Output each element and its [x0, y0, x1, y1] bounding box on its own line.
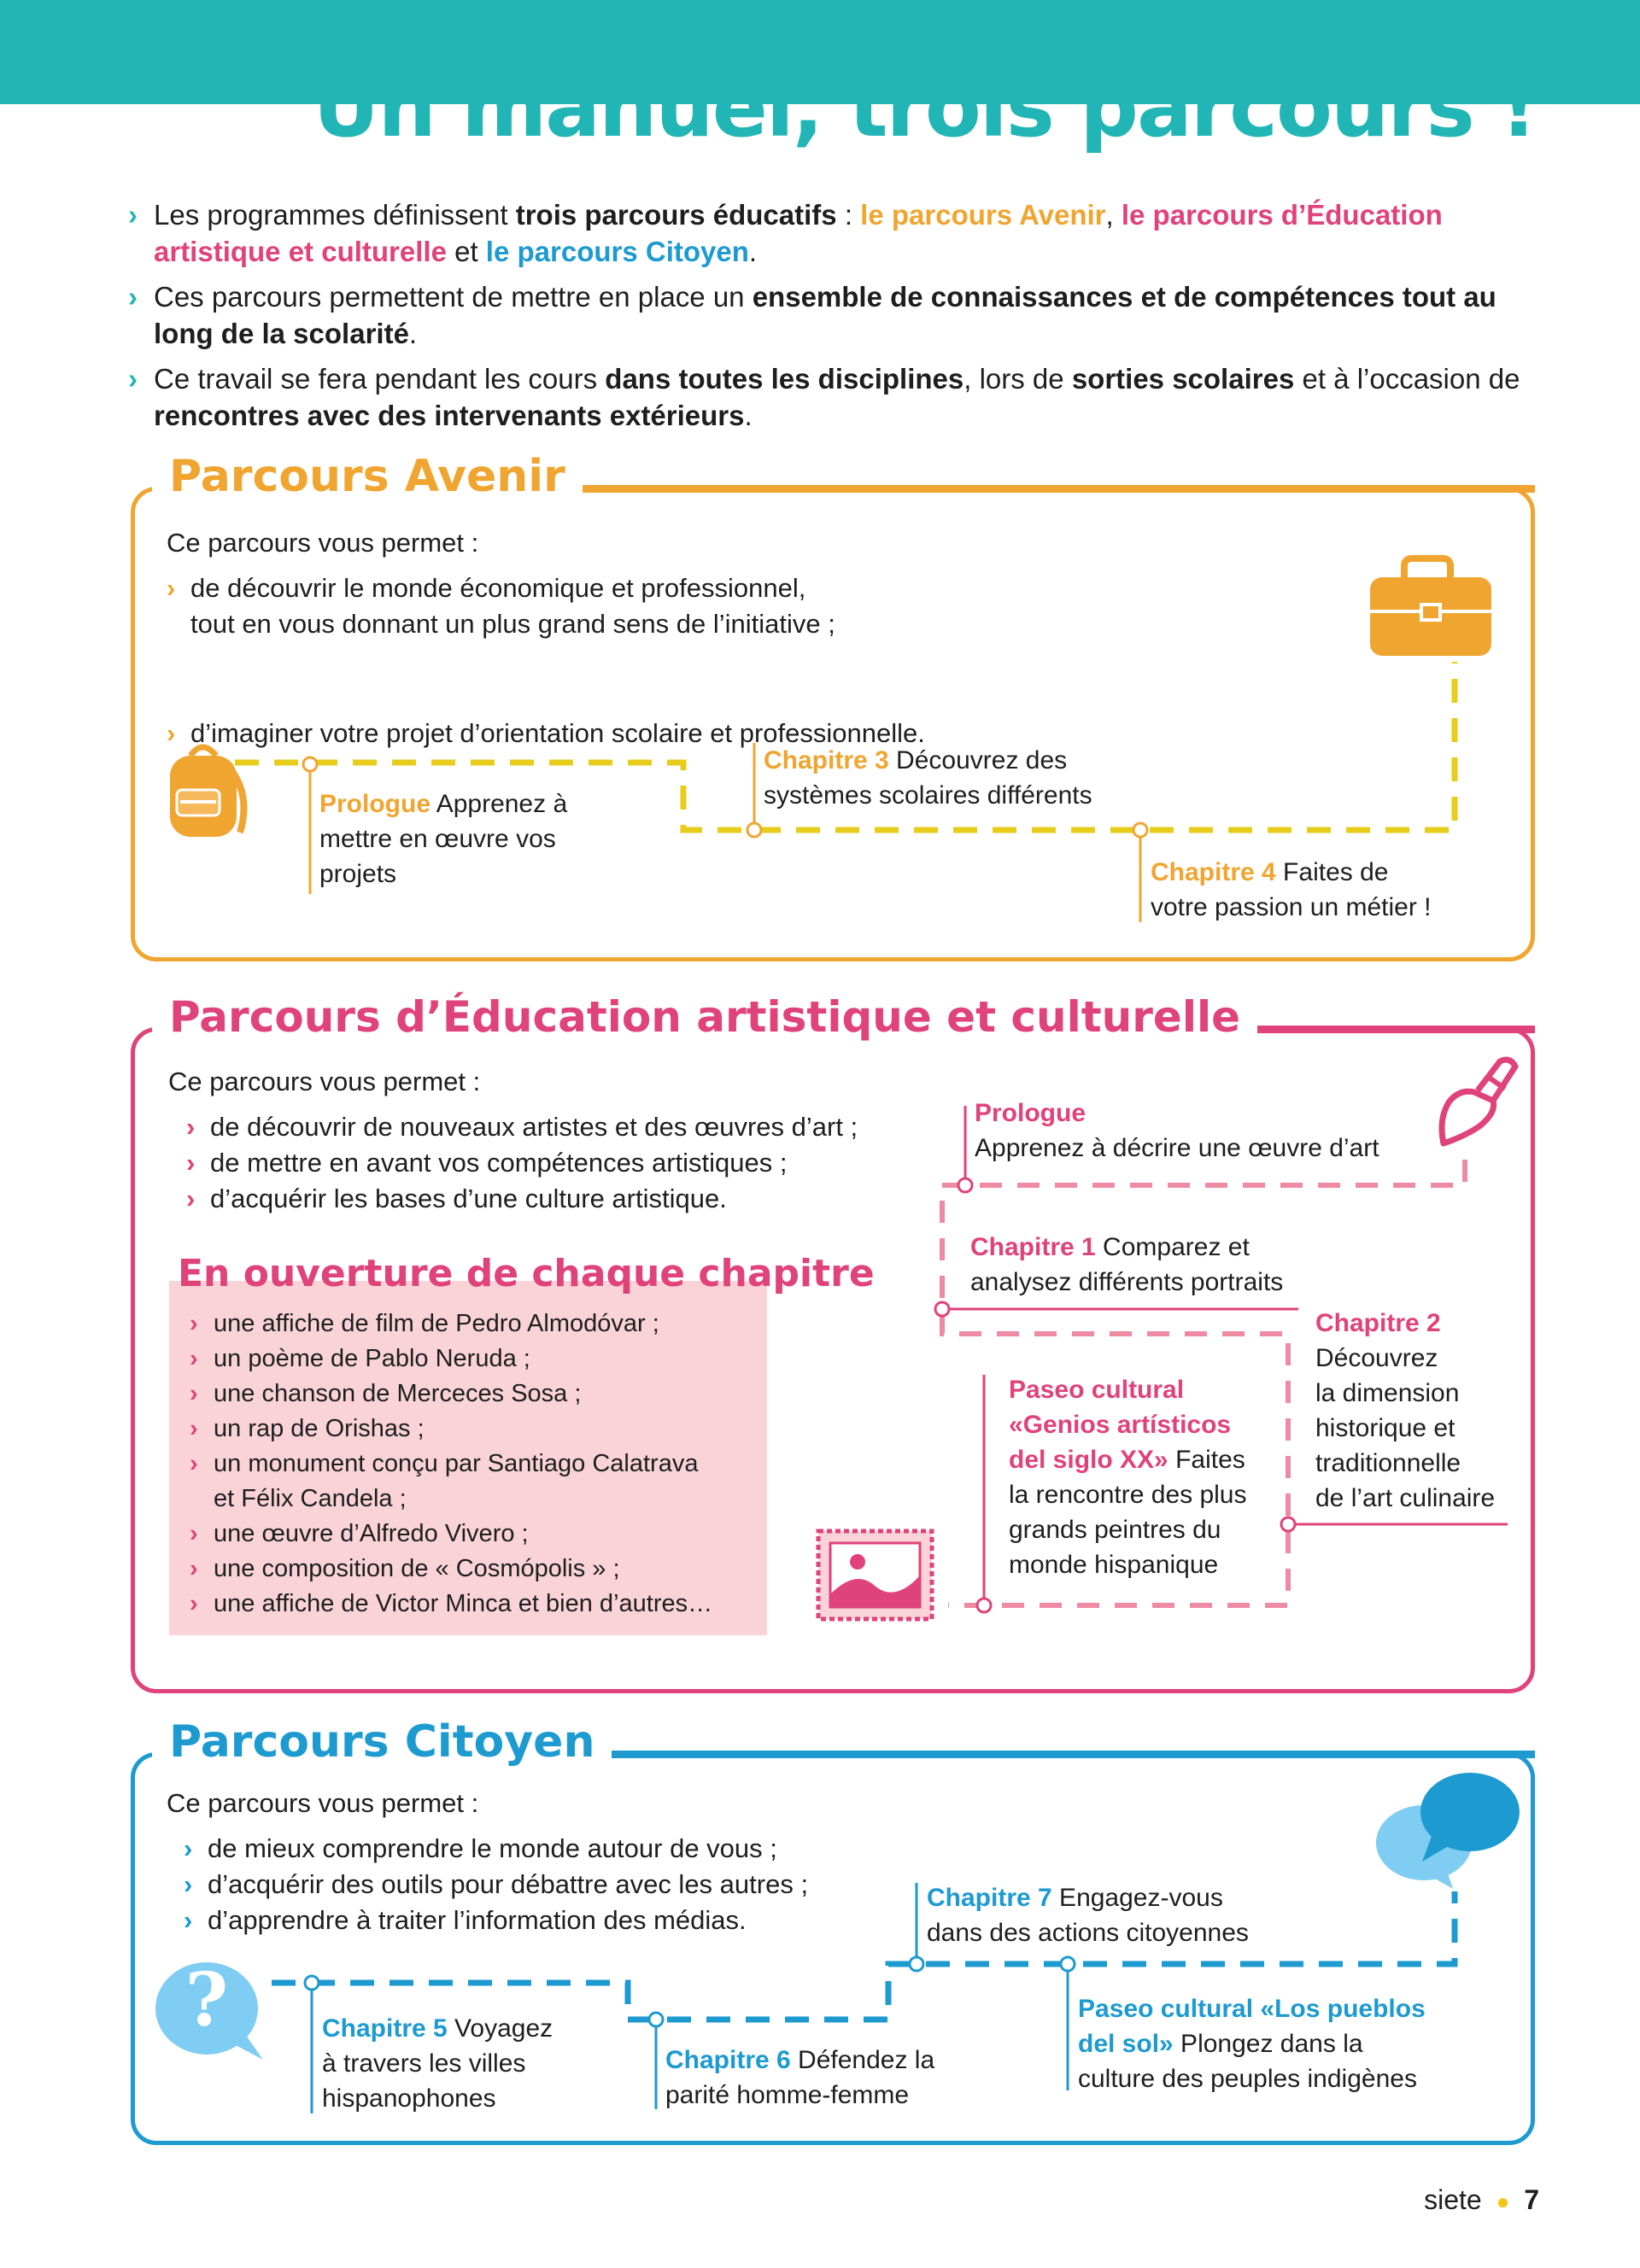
stop-label: del siglo XX»	[1009, 1446, 1168, 1474]
chevron-icon: ›	[190, 1520, 198, 1547]
chevron-icon: ›	[128, 199, 138, 231]
text: culture des peuples indigènes	[1078, 2065, 1417, 2093]
stop-label: Paseo cultural «Los pueblos	[1078, 1995, 1426, 2023]
stop-label: Chapitre 6	[665, 2046, 791, 2074]
text: de découvrir de nouveaux artistes et des œuvres d’art ;	[210, 1112, 858, 1142]
chevron-icon: ›	[190, 1415, 198, 1442]
text: hispanophones	[322, 2084, 496, 2113]
artistique-intro: Ce parcours vous permet :	[168, 1067, 481, 1096]
text: grands peintres du	[1009, 1516, 1221, 1544]
text: Défendez la	[790, 2046, 935, 2074]
stop-label: Chapitre 5	[322, 2014, 448, 2043]
text: Les programmes définissent	[154, 199, 516, 231]
text: monde hispanique	[1009, 1551, 1219, 1579]
text: un poème de Pablo Neruda ;	[214, 1345, 530, 1372]
text: Ces parcours permettent de mettre en place un	[154, 281, 753, 313]
chevron-icon: ›	[190, 1590, 198, 1617]
footer-dot: ●	[1496, 2189, 1510, 2214]
text: d’acquérir les bases d’une culture artistique.	[210, 1184, 727, 1213]
chevron-icon: ›	[184, 1905, 193, 1935]
text: une chanson de Merceces Sosa ;	[214, 1380, 582, 1407]
stop-label: Chapitre 2	[1315, 1309, 1441, 1337]
chevron-icon: ›	[186, 1148, 196, 1178]
citoyen-stop-paseo-cultural	[1078, 1991, 1426, 2096]
text: Voyagez	[447, 2014, 554, 2043]
page-title: Un manuel, trois parcours !	[313, 60, 1536, 155]
text: le parcours Citoyen	[485, 236, 749, 267]
citoyen-stop-chapitre-6	[665, 2043, 934, 2113]
text: d’apprendre à traiter l’information des médias.	[208, 1905, 747, 1935]
question-bubble-icon	[154, 1957, 261, 2064]
text: analysez différents portraits	[970, 1268, 1284, 1296]
citoyen-intro: Ce parcours vous permet :	[167, 1788, 479, 1818]
text: une affiche de Victor Minca et bien d’autres…	[214, 1590, 713, 1617]
text: votre passion un métier !	[1151, 893, 1432, 921]
text: :	[836, 199, 861, 231]
text: d’imaginer votre projet d’orientation scolaire et professionnelle.	[190, 718, 925, 748]
avenir-intro: Ce parcours vous permet :	[167, 528, 479, 558]
page-number: 7	[1524, 2184, 1539, 2215]
chevron-icon: ›	[184, 1833, 193, 1863]
text: .	[408, 318, 418, 349]
chevron-icon: ›	[186, 1184, 196, 1213]
text: à travers les villes	[322, 2049, 526, 2078]
text: , lors de	[964, 363, 1072, 395]
stop-label: Chapitre 4	[1151, 858, 1276, 886]
text: de mettre en avant vos compétences artistiques ;	[210, 1148, 788, 1178]
stop-label: Chapitre 7	[927, 1884, 1052, 1912]
parcours-avenir-title: Parcours Avenir	[152, 454, 583, 499]
chevron-icon: ›	[190, 1380, 198, 1407]
text: un rap de Orishas ;	[214, 1415, 425, 1442]
text: une œuvre d’Alfredo Vivero ;	[214, 1520, 529, 1547]
text: un monument conçu par Santiago Calatrava	[214, 1450, 699, 1477]
citoyen-stop-chapitre-5	[322, 2011, 553, 2116]
text: une affiche de film de Pedro Almodóvar ;	[214, 1310, 659, 1337]
text: de découvrir le monde économique et professionnel,	[190, 573, 806, 603]
text: Découvrez des	[888, 746, 1068, 775]
chevron-icon: ›	[167, 718, 176, 748]
stop-label: Prologue	[319, 790, 431, 818]
text: de l’art culinaire	[1315, 1484, 1496, 1512]
text: et	[446, 236, 486, 267]
footer-word: siete	[1424, 2184, 1482, 2215]
text: Comparez et	[1095, 1233, 1250, 1261]
text: historique et	[1315, 1414, 1456, 1442]
text: mettre en œuvre vos	[319, 825, 556, 853]
stop-label: «Genios artísticos	[1009, 1411, 1232, 1439]
text: .	[748, 236, 758, 267]
text: ,	[1105, 199, 1122, 231]
stop-label: Chapitre 3	[764, 746, 889, 775]
text: projets	[319, 860, 397, 888]
text: .	[744, 400, 753, 431]
text: Apprenez à	[430, 790, 568, 818]
text: Faites de	[1275, 858, 1389, 886]
stop-label: Prologue	[975, 1099, 1086, 1127]
text: Apprenez à décrire une œuvre d’art	[975, 1134, 1379, 1162]
text: et Félix Candela ;	[214, 1485, 407, 1512]
chevron-icon: ›	[167, 573, 176, 603]
text: la rencontre des plus	[1009, 1481, 1247, 1509]
chevron-icon: ›	[190, 1555, 198, 1582]
stop-label: del sol»	[1078, 2030, 1174, 2058]
text: dans toutes les disciplines	[605, 363, 964, 395]
text: le parcours d’Éducation artistique et culturelle	[154, 199, 1443, 267]
chevron-icon: ›	[186, 1112, 196, 1142]
text: une composition de « Cosmópolis » ;	[214, 1555, 620, 1582]
text: dans des actions citoyennes	[927, 1919, 1249, 1947]
stop-label: Chapitre 1	[970, 1233, 1096, 1261]
text: traditionnelle	[1315, 1449, 1461, 1477]
chevron-icon: ›	[128, 281, 138, 313]
chevron-icon: ›	[190, 1345, 198, 1372]
text: sorties scolaires	[1071, 363, 1295, 395]
text: d’acquérir des outils pour débattre avec les autres ;	[208, 1869, 809, 1899]
text: Ce travail se fera pendant les cours	[154, 363, 606, 395]
stop-label: Paseo cultural	[1009, 1376, 1185, 1404]
text: Plongez dans la	[1173, 2030, 1363, 2058]
chevron-icon: ›	[190, 1310, 198, 1337]
text: la dimension	[1315, 1379, 1460, 1407]
citoyen-stop-chapitre-7	[927, 1880, 1249, 1950]
text: parité homme-femme	[665, 2081, 910, 2109]
question-mark: ?	[184, 1957, 229, 2043]
text: ensemble de connaissances et de compétences tout au long de la scolarité	[154, 281, 1496, 349]
text: Découvrez	[1315, 1344, 1438, 1372]
chevron-icon: ›	[184, 1869, 193, 1899]
speech-bubbles-icon	[1371, 1768, 1525, 1891]
text: systèmes scolaires différents	[764, 781, 1092, 810]
chevron-icon: ›	[190, 1450, 198, 1477]
text: rencontres avec des intervenants extérieurs	[154, 400, 745, 431]
text: et à l’occasion de	[1294, 363, 1520, 395]
page-number-footer	[1424, 2184, 1539, 2216]
text: de mieux comprendre le monde autour de vous ;	[208, 1833, 777, 1863]
text: trois parcours éducatifs	[515, 199, 837, 231]
chevron-icon: ›	[128, 363, 138, 395]
text: Faites	[1168, 1446, 1245, 1474]
text: le parcours Avenir	[860, 199, 1106, 231]
parcours-artistique-title: Parcours d’Éducation artistique et culturelle	[152, 996, 1257, 1038]
text: Engagez-vous	[1051, 1884, 1223, 1912]
text: tout en vous donnant un plus grand sens de l’initiative ;	[190, 609, 835, 639]
parcours-citoyen-title: Parcours Citoyen	[152, 1720, 612, 1764]
ouverture-title: En ouverture de chaque chapitre	[178, 1252, 875, 1295]
